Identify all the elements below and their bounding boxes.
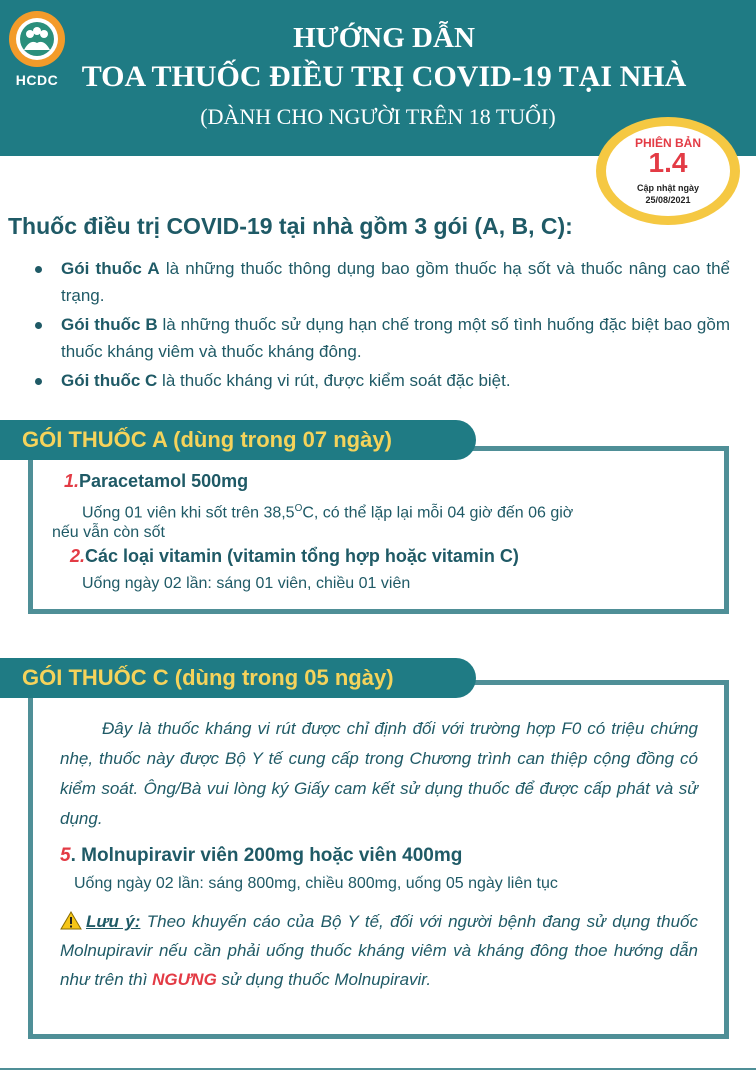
item1-desc-part: C, có thể lặp lại mỗi 04 giờ đến 06 giờ <box>302 504 574 522</box>
logo-text: HCDC <box>15 72 59 88</box>
item2-title <box>70 546 519 567</box>
note-stop-word: NGƯNG <box>152 970 217 989</box>
degree-mark: O <box>294 503 303 514</box>
list-item-text: là thuốc kháng vi rút, được kiểm soát đặc biệt. <box>157 371 511 390</box>
badge-version-number: 1.4 <box>648 147 688 178</box>
item1-desc-cont: nếu vẫn còn sốt <box>52 524 165 541</box>
list-item <box>30 255 730 309</box>
note-text-end: sử dụng thuốc Molnupiravir. <box>216 970 432 989</box>
badge-version-label: PHIÊN BẢN <box>634 136 701 150</box>
badge-update-label: Cập nhật ngày <box>636 183 699 193</box>
list-item <box>30 311 730 365</box>
intro-title: Thuốc điều trị COVID-19 tại nhà gồm 3 gói (A, B, C): <box>8 213 573 239</box>
list-item-text: là những thuốc sử dụng hạn chế trong một số tình huống đặc biệt bao gồm thuốc kháng viêm và thuốc kháng đông. <box>61 315 730 361</box>
item1-name: Paracetamol 500mg <box>79 471 249 491</box>
page-title-line1: HƯỚNG DẪN <box>293 22 475 54</box>
item1-number: 1. <box>64 471 80 491</box>
bullet-icon <box>35 322 42 329</box>
intro-list <box>30 255 730 396</box>
list-item-text: là những thuốc thông dụng bao gồm thuốc hạ sốt và thuốc nâng cao thể trạng. <box>61 259 730 305</box>
warning-icon <box>60 911 82 930</box>
section-c-note <box>60 907 698 994</box>
item5-title <box>60 845 462 867</box>
item5-number: 5 <box>60 845 71 866</box>
bullet-icon <box>35 266 42 273</box>
section-a-tab: GÓI THUỐC A (dùng trong 07 ngày) <box>0 420 476 460</box>
badge-update-date: 25/08/2021 <box>645 195 691 205</box>
item5-desc: Uống ngày 02 lần: sáng 800mg, chiều 800mg, uống 05 ngày liên tục <box>74 875 558 892</box>
note-text: Theo khuyến cáo của Bộ Y tế, đối với người bệnh đang sử dụng thuốc Molnupiravir nếu cần phải uống thuốc kháng viêm và kháng đông thoe hướng dẫn như trên thì <box>60 912 698 989</box>
section-c-paragraph: Đây là thuốc kháng vi rút được chỉ định đối với trường hợp F0 có triệu chứng nhẹ, thuốc này được Bộ Y tế cung cấp trong Chương trình can thiệp cộng đồng có kiểm soát. Ông/Bà vui lòng ký Giấy cam kết sử dụng thuốc để được cấp phát và sử dụng. <box>60 719 698 828</box>
page-title-line2: TOA THUỐC ĐIỀU TRỊ COVID-19 TẠI NHÀ <box>81 60 687 93</box>
list-item <box>30 367 730 394</box>
note-label: Lưu ý: <box>86 912 141 931</box>
item1-desc-part: Uống 01 viên khi sốt trên 38,5 <box>82 504 295 522</box>
list-item-bold: Gói thuốc A <box>61 259 160 278</box>
bullet-icon <box>35 378 42 385</box>
list-item-bold: Gói thuốc B <box>61 315 158 334</box>
item5-name: . Molnupiravir viên 200mg hoặc viên 400mg <box>70 845 463 866</box>
version-badge <box>594 116 742 226</box>
item2-desc: Uống ngày 02 lần: sáng 01 viên, chiều 01 viên <box>82 575 411 592</box>
item2-number: 2. <box>70 546 86 566</box>
list-item-bold: Gói thuốc C <box>61 371 158 390</box>
section-c-tab: GÓI THUỐC C (dùng trong 05 ngày) <box>0 658 476 698</box>
item1-title <box>64 471 248 492</box>
page-subtitle: (DÀNH CHO NGƯỜI TRÊN 18 TUỔI) <box>200 104 556 129</box>
item2-name: Các loại vitamin (vitamin tổng hợp hoặc vitamin C) <box>85 546 519 566</box>
bottom-divider <box>0 1068 756 1070</box>
